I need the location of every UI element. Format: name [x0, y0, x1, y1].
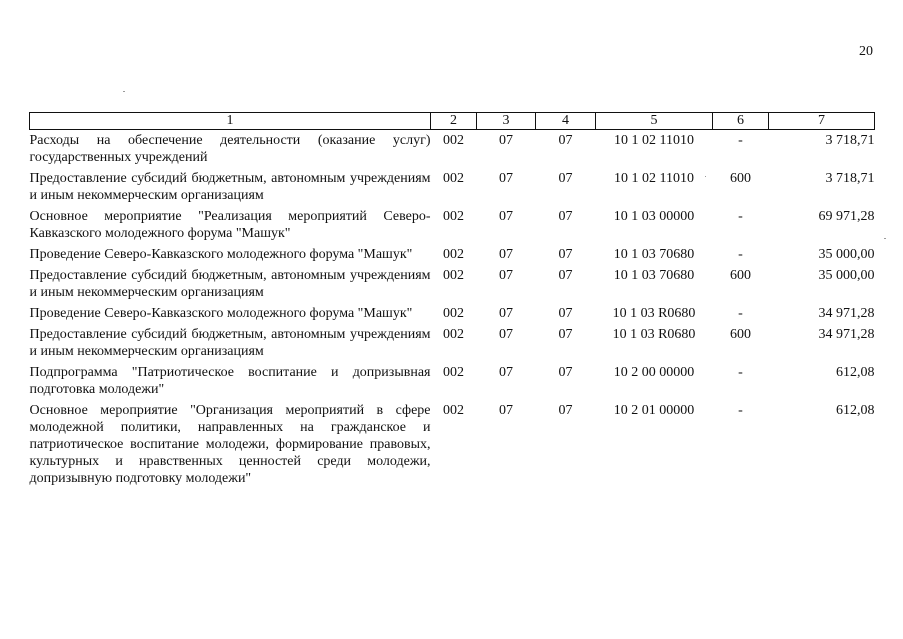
cell-amount: 35 000,00 — [818, 268, 875, 283]
cell-code-4: 07 — [558, 209, 573, 224]
cell-code-6: - — [738, 306, 743, 321]
cell-code-6: - — [738, 365, 743, 380]
cell-amount: 3 718,71 — [825, 133, 875, 148]
cell-code-4: 07 — [558, 268, 573, 283]
header-col-2: 2 — [431, 113, 477, 130]
table-row — [30, 265, 875, 303]
cell-code-3: 07 — [499, 403, 513, 418]
cell-code-4: 07 — [558, 171, 573, 186]
cell-code-5: 10 1 03 R0680 — [612, 327, 696, 342]
cell-code-6: - — [738, 209, 743, 224]
cell-code-3: 07 — [499, 365, 513, 380]
row-name: Основное мероприятие "Организация мероприятий в сфере молодежной политики, направленных на гражданское и патриотическое воспитание молодежи, формирование правовых, культурных и нравственных ценностей среди молодежи, допризывную подготовку молодежи" — [29, 403, 431, 486]
cell-code-6: 600 — [730, 327, 751, 342]
cell-code-5: 10 2 01 00000 — [613, 403, 695, 418]
table-row — [30, 324, 875, 362]
cell-code-5: 10 1 03 00000 — [613, 209, 695, 224]
cell-code-2: 002 — [443, 133, 464, 148]
page-number: 20 — [859, 44, 873, 59]
cell-amount: 35 000,00 — [818, 247, 875, 262]
table-row — [30, 244, 875, 265]
cell-code-4: 07 — [558, 133, 573, 148]
cell-code-5: 10 1 03 70680 — [613, 247, 695, 262]
cell-code-3: 07 — [499, 209, 513, 224]
cell-code-4: 07 — [558, 365, 573, 380]
cell-code-2: 002 — [443, 327, 464, 342]
row-name: Основное мероприятие "Реализация мероприятий Северо-Кавказского молодежного форума "Машук" — [29, 209, 431, 241]
cell-code-6: - — [738, 403, 743, 418]
row-name: Расходы на обеспечение деятельности (оказание услуг) государственных учреждений — [29, 133, 431, 165]
cell-code-4: 07 — [558, 247, 573, 262]
table-row — [30, 400, 875, 489]
cell-amount: 612,08 — [836, 403, 875, 418]
cell-amount: 34 971,28 — [818, 306, 875, 321]
cell-code-3: 07 — [499, 171, 513, 186]
cell-code-2: 002 — [443, 306, 464, 321]
table-row — [30, 206, 875, 244]
cell-code-2: 002 — [443, 268, 464, 283]
cell-code-3: 07 — [499, 268, 513, 283]
header-col-3: 3 — [477, 113, 536, 130]
budget-table — [29, 112, 875, 489]
cell-amount: 34 971,28 — [818, 327, 875, 342]
header-col-6: 6 — [713, 113, 769, 130]
table-header — [30, 113, 875, 130]
row-name: Предоставление субсидий бюджетным, автономным учреждениям и иным некоммерческим организациям — [29, 268, 431, 300]
cell-code-4: 07 — [558, 403, 573, 418]
cell-code-4: 07 — [558, 327, 573, 342]
cell-code-2: 002 — [443, 247, 464, 262]
cell-code-6: 600 — [730, 268, 751, 283]
cell-code-3: 07 — [499, 306, 513, 321]
cell-amount: 69 971,28 — [818, 209, 875, 224]
cell-code-6: 600 — [730, 171, 751, 186]
cell-code-2: 002 — [443, 403, 464, 418]
table-row — [30, 362, 875, 400]
table-row — [30, 303, 875, 324]
cell-code-3: 07 — [499, 247, 513, 262]
row-name: Проведение Северо-Кавказского молодежного форума "Машук" — [29, 247, 413, 262]
cell-code-5: 10 1 03 70680 — [613, 268, 695, 283]
cell-code-5: 10 2 00 00000 — [613, 365, 695, 380]
scan-speck — [123, 91, 125, 92]
row-name: Проведение Северо-Кавказского молодежного форума "Машук" — [29, 306, 413, 321]
cell-code-3: 07 — [499, 327, 513, 342]
cell-amount: 612,08 — [836, 365, 875, 380]
header-col-5: 5 — [596, 113, 713, 130]
cell-code-2: 002 — [443, 171, 464, 186]
row-name: Предоставление субсидий бюджетным, автономным учреждениям и иным некоммерческим организациям — [29, 327, 431, 359]
row-name: Подпрограмма "Патриотическое воспитание и допризывная подготовка молодежи" — [29, 365, 431, 397]
scan-speck — [884, 238, 886, 239]
cell-code-5: 10 1 02 11010 — [614, 133, 694, 148]
cell-code-5: 10 1 03 R0680 — [612, 306, 696, 321]
header-row — [30, 113, 875, 130]
cell-code-2: 002 — [443, 209, 464, 224]
cell-code-6: - — [738, 133, 743, 148]
table-row — [30, 130, 875, 169]
table-row — [30, 168, 875, 206]
row-name: Предоставление субсидий бюджетным, автономным учреждениям и иным некоммерческим организациям — [29, 171, 431, 203]
cell-code-4: 07 — [558, 306, 573, 321]
cell-code-6: - — [738, 247, 743, 262]
cell-code-2: 002 — [443, 365, 464, 380]
cell-code-3: 07 — [499, 133, 513, 148]
header-col-4: 4 — [536, 113, 596, 130]
table-body — [30, 130, 875, 490]
cell-amount: 3 718,71 — [825, 171, 875, 186]
header-col-7: 7 — [769, 113, 875, 130]
header-col-1: 1 — [30, 113, 431, 130]
cell-code-5: 10 1 02 11010 — [614, 171, 694, 186]
